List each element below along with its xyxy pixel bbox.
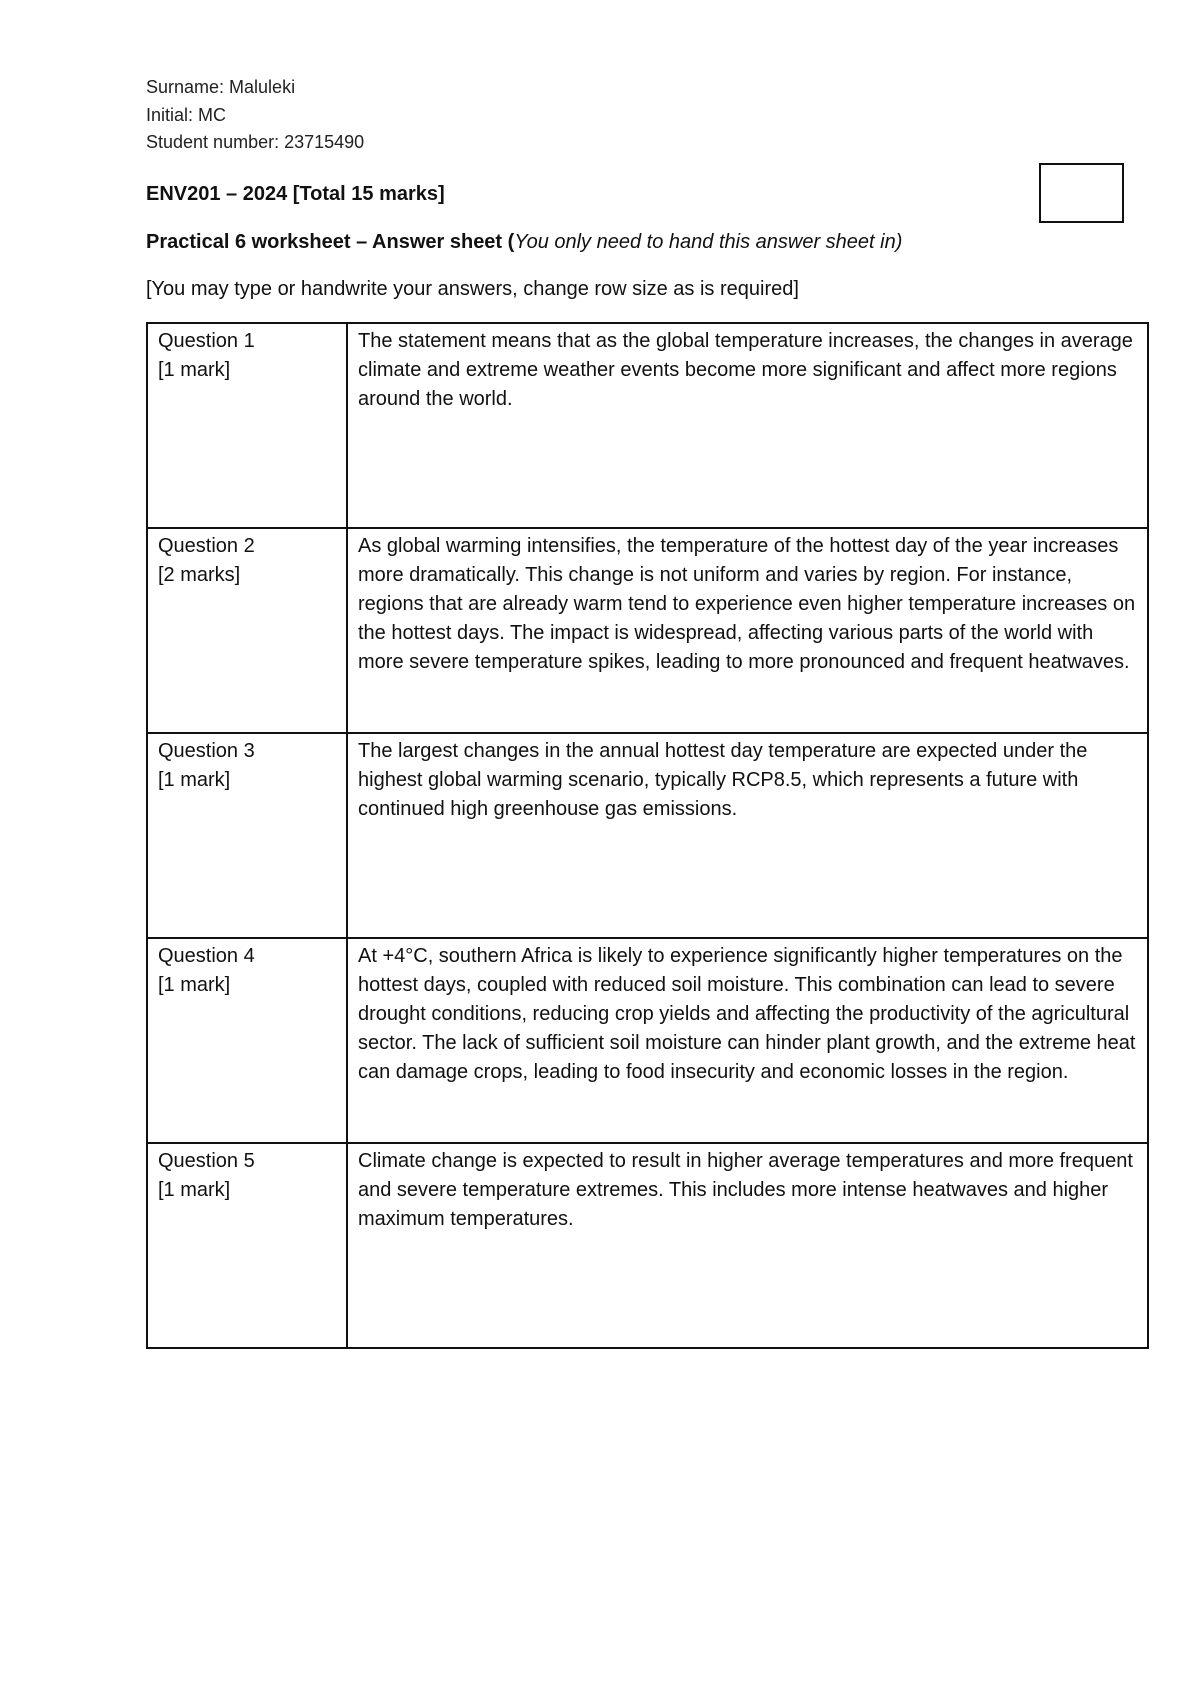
question-label: Question 5 (158, 1150, 255, 1172)
surname-line: Surname: Maluleki (146, 77, 296, 97)
question-cell (147, 323, 347, 528)
question-marks: [1 mark] (158, 1179, 231, 1201)
table-row (147, 1143, 1148, 1348)
question-label: Question 4 (158, 945, 255, 967)
question-label: Question 2 (158, 535, 255, 557)
question-marks: [1 mark] (158, 769, 231, 791)
worksheet-subtitle: Practical 6 worksheet – Answer sheet (You only need to hand this answer sheet in) (146, 231, 903, 253)
question-marks: [1 mark] (158, 359, 231, 381)
student-details (146, 74, 364, 157)
table-row (147, 528, 1148, 733)
question-label: Question 3 (158, 740, 255, 762)
student-number-line: Student number: 23715490 (146, 132, 365, 152)
answer-cell[interactable]: At +4°C, southern Africa is likely to experience significantly higher temperatures on the hottest days, coupled with reduced soil moisture. This combination can lead to severe drought conditions, reducing crop yields and affecting the productivity of the agricultural sector. The lack of sufficient soil moisture can hinder plant growth, and the extreme heat can damage crops, leading to food insecurity and economic losses in the region. (347, 938, 1148, 1143)
question-label: Question 1 (158, 330, 255, 352)
course-title: ENV201 – 2024 [Total 15 marks] (146, 183, 445, 205)
instruction-text: [You may type or handwrite your answers, change row size as is required] (146, 278, 799, 300)
table-row (147, 938, 1148, 1143)
answer-cell[interactable]: Climate change is expected to result in higher average temperatures and more frequent and severe temperature extremes. This includes more intense heatwaves and higher maximum temperatures. (347, 1143, 1148, 1348)
question-cell (147, 528, 347, 733)
question-cell (147, 733, 347, 938)
answer-cell[interactable]: The largest changes in the annual hottest day temperature are expected under the highest global warming scenario, typically RCP8.5, which represents a future with continued high greenhouse gas emissions. (347, 733, 1148, 938)
question-marks: [1 mark] (158, 974, 231, 996)
marks-box (1039, 163, 1124, 223)
answers-table (146, 322, 1149, 1349)
question-cell (147, 938, 347, 1143)
table-row (147, 323, 1148, 528)
table-row (147, 733, 1148, 938)
question-cell (147, 1143, 347, 1348)
question-marks: [2 marks] (158, 564, 241, 586)
subtitle-italic: You only need to hand this answer sheet in (514, 231, 896, 253)
answer-cell[interactable]: The statement means that as the global temperature increases, the changes in average climate and extreme weather events become more significant and affect more regions around the world. (347, 323, 1148, 528)
initial-line: Initial: MC (146, 104, 227, 125)
subtitle-bold: Practical 6 worksheet – Answer sheet (146, 231, 503, 253)
answer-cell[interactable]: As global warming intensifies, the temperature of the hottest day of the year increases more dramatically. This change is not uniform and varies by region. For instance, regions that are already warm tend to experience even higher temperature increases on the hottest days. The impact is widespread, affecting various parts of the world with more severe temperature spikes, leading to more pronounced and frequent heatwaves. (347, 528, 1148, 733)
